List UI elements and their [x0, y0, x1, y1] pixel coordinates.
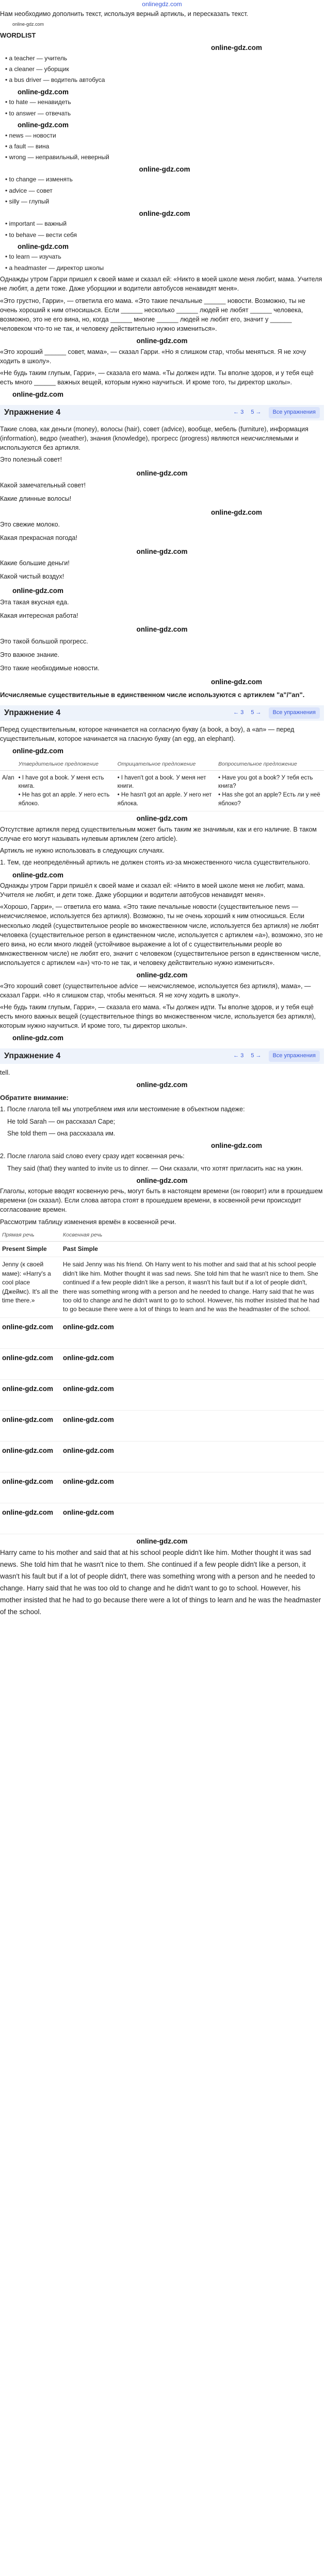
watermark: online-gdz.com — [139, 209, 190, 217]
watermark: online-gdz.com — [12, 747, 63, 755]
table-cell — [61, 1441, 324, 1472]
watermark: online-gdz.com — [136, 1081, 188, 1089]
all-exercises-button[interactable]: Все упражнения — [269, 407, 320, 418]
table-cell — [61, 1503, 324, 1534]
story1-p4: «Не будь таким глупым, Гарри», — сказала его мама. «Ты должен идти. Ты вполне здоров, и у тебя ещё есть много ______ важных вещей, которым нужно научиться. И кроме того, ты директор школы». — [0, 369, 314, 386]
table-row — [0, 770, 324, 811]
vocab-item: • silly — глупый — [5, 197, 324, 206]
exercise-title: Упражнение 4 — [4, 1052, 61, 1061]
answers-heading: Исчисляемые существительные в единственном числе используются с артиклем "a"/"an". — [0, 690, 305, 699]
next-exercise-number: 5 — [251, 1052, 254, 1059]
watermark: online-gdz.com — [136, 1537, 188, 1545]
table-cell-label: A/an — [0, 770, 17, 811]
next-exercise-button[interactable]: 5 → — [251, 1052, 262, 1059]
table-cell — [61, 1379, 324, 1410]
vocab-item: • a bus driver — водитель автобуса — [5, 76, 324, 84]
vocab-title: WORDLIST — [0, 31, 36, 40]
reported-p2: 2. После глагола said слово every сразу идет косвенная речь: — [0, 1153, 185, 1160]
table-cell — [61, 1472, 324, 1503]
answer-item: Эта такая вкусная еда. — [0, 599, 69, 606]
table-header: Утвердительное предложение — [17, 758, 116, 771]
table-cell — [0, 1379, 61, 1410]
table-cell — [0, 1410, 61, 1441]
story2-p2: «Хорошо, Гарри», — ответила его мама. «Это такие печальные новости (существительное news — неисчисляемое, используется без артикля). Возможно, ты не очень хороший к ним относишься. Если несколько людей (существительное people во множественном числе, используется без артикля) не любят человека (существительное person в единственном числе, используется с артиклем «a»), возможно, это не его вина, но если много людей (устойчивое выражение a lot of с существительными people во множественном числе) не любят его, значит с человеком (существительное person в единственном числе, используется с артиклем «a») что-то не так, и человеку действительно нужно измениться». — [0, 903, 323, 967]
vocab-item: • to change — изменять — [5, 175, 324, 184]
all-exercises-button[interactable]: Все упражнения — [269, 707, 320, 719]
vocab-item: • a cleaner — уборщик — [5, 65, 324, 74]
watermark: online-gdz.com — [2, 1446, 53, 1454]
table-cell — [0, 1441, 61, 1472]
reported-label: tell. — [0, 1069, 10, 1076]
watermark: online-gdz.com — [136, 971, 188, 979]
answer-item: Какая интересная работа! — [0, 612, 78, 620]
answer-item: Это важное знание. — [0, 651, 59, 659]
vocab-item: • advice — совет — [5, 187, 324, 195]
watermark: online-gdz.com — [18, 88, 69, 96]
table-cell — [0, 1472, 61, 1503]
table-cell — [17, 770, 116, 811]
story2-p4: «Не будь таким глупым, Гарри», — сказала его мама. «Ты должен идти. Ты вполне здоров, и у тебя ещё есть много важных вещей (существительное things во множественном числе, используется без артикля), которым нужно научиться. И кроме того, ты директор школы». — [0, 1004, 316, 1030]
watermark: online-gdz.com — [18, 121, 69, 129]
watermark: online-gdz.com — [62, 1323, 114, 1331]
exercise-nav-bar — [0, 1048, 324, 1064]
watermark: online-gdz.com — [2, 1477, 53, 1485]
exercise-nav — [233, 707, 320, 719]
vocab-item: • a headmaster — директор школы — [5, 264, 324, 273]
exercise-title: Упражнение 4 — [4, 708, 61, 718]
exercise-title: Упражнение 4 — [4, 408, 61, 417]
watermark: online-gdz.com — [12, 391, 63, 399]
answer-item: Это такой большой прогресс. — [0, 637, 88, 645]
watermark: online-gdz.com — [62, 1446, 114, 1454]
table-header: Прямая речь — [0, 1229, 61, 1242]
table-cell: Past Simple — [61, 1241, 324, 1257]
table-row — [0, 1241, 324, 1257]
table-cell — [61, 1410, 324, 1441]
watermark: online-gdz.com — [136, 337, 188, 345]
table-cell: Present Simple — [0, 1241, 61, 1257]
table-header: Отрицательное предложение — [116, 758, 216, 771]
answer-item: Какой замечательный совет! — [0, 481, 86, 489]
watermark: online-gdz.com — [2, 1508, 53, 1516]
story1-p2: «Это грустно, Гарри», — ответила его мама. «Это такие печальные ______ новости. Возможно, ты не очень хороший к ним относишься. Если ______ несколько ______ людей не любят ______ человека, возможно, это не его вина, но, когда ______ многие ______ людей не любят его, значит у ______ человеком что-то не так, и человеку действительно нужно измениться». — [0, 297, 305, 332]
reported-heading: Обратите внимание: — [0, 1093, 69, 1101]
table-row — [0, 1410, 324, 1441]
intro-text: Нам необходимо дополнить текст, используя верный артикль, и пересказать текст. — [0, 10, 249, 18]
table-cell — [61, 1348, 324, 1379]
watermark: online-gdz.com — [211, 44, 262, 52]
next-exercise-number: 5 — [251, 409, 254, 415]
watermark: online-gdz.com — [2, 1384, 53, 1393]
watermark: online-gdz.com — [136, 547, 188, 555]
table-row — [0, 1503, 324, 1534]
table-cell — [61, 1317, 324, 1348]
watermark: online-gdz.com — [62, 1384, 114, 1393]
article-table — [0, 758, 324, 812]
watermark: online-gdz.com — [136, 815, 188, 823]
table-row — [0, 1441, 324, 1472]
answer-item: Какая прекрасная погода! — [0, 534, 77, 541]
prev-exercise-number: 3 — [240, 409, 244, 415]
table-row — [0, 1257, 324, 1317]
answers-intro: Такие слова, как деньги (money), волосы (hair), совет (advice), вообще, мебель (furniture), информация (information), ведро (weather), знания (knowledge), прогресс (progress) являются неисчисляемыми и используются без артикля. — [0, 425, 308, 451]
table-cell-item: • I haven't got a book. У меня нет книги. — [118, 774, 214, 791]
table-header — [0, 758, 17, 771]
next-exercise-button[interactable]: 5 → — [251, 409, 262, 415]
answer-item: Какой чистый воздух! — [0, 573, 64, 581]
watermark: online-gdz.com — [139, 165, 190, 173]
prev-exercise-button[interactable]: ← 3 — [233, 1052, 244, 1059]
reported-p3: Глаголы, которые вводят косвенную речь, могут быть в настоящем времени (он говорит) или в прошедшем времени (он сказал). Если слова автора стоят в прошедшем времени, в косвенной речи происходит согласование времен. — [0, 1188, 323, 1214]
watermark: online-gdz.com — [211, 678, 262, 686]
watermark: online-gdz.com — [136, 1176, 188, 1184]
exercise-nav — [233, 1050, 320, 1062]
vocab-item: • to behave — вести себя — [5, 231, 324, 240]
reported-b2: She told them — она рассказала им. — [7, 1129, 116, 1137]
prev-exercise-button[interactable]: ← 3 — [233, 709, 244, 716]
watermark: online-gdz.com — [2, 1353, 53, 1362]
table-cell — [0, 1348, 61, 1379]
story1-p1: Однажды утром Гарри пришел к своей маме и сказал ей: «Никто в моей школе меня любит, мама. Учителя не любят, а дети тоже. Даже уборщики и водители автобусов ненавидят меня». — [0, 276, 322, 293]
table-cell — [0, 1317, 61, 1348]
table-row — [0, 1379, 324, 1410]
vocab-item: • to hate — ненавидеть — [5, 98, 324, 107]
reported-b1: He told Sarah — он рассказал Саре; — [7, 1117, 116, 1125]
watermark: online-gdz.com — [2, 1323, 53, 1331]
tense-table — [0, 1229, 324, 1534]
notes-p1: Отсутствие артикля перед существительным может быть таким же значимым, как и его наличие. В таком случае его могут называть нулевым артиклем (zero article). — [0, 826, 317, 843]
prev-exercise-number: 3 — [240, 709, 244, 716]
prev-exercise-number: 3 — [240, 1052, 244, 1059]
table-header: Косвенная речь — [61, 1229, 324, 1242]
watermark: online-gdz.com — [18, 242, 69, 250]
watermark: online-gdz.com — [62, 1508, 114, 1516]
table-row — [0, 1348, 324, 1379]
table-cell — [0, 1503, 61, 1534]
table-header: Вопросительное предложение — [216, 758, 324, 771]
notes-p2: Артикль не нужно использовать в следующих случаях. — [0, 847, 165, 855]
watermark: online-gdz.com — [2, 1415, 53, 1423]
table-cell-item: • He has got an apple. У него есть яблоко. — [19, 791, 113, 808]
story2-p3: «Это хороший совет (существительное advice — неисчисляемое, используется без артикля), мама», — сказал Гарри. «Но я слишком стар, чтобы меняться. Я не хочу ходить в школу». — [0, 982, 311, 999]
answer-item: Это свежие молоко. — [0, 520, 60, 528]
watermark: online-gdz.com — [62, 1415, 114, 1423]
all-exercises-button[interactable]: Все упражнения — [269, 1050, 320, 1062]
exercise-nav — [233, 407, 320, 418]
table-cell-item: • I have got a book. У меня есть книга. — [19, 774, 113, 791]
next-exercise-number: 5 — [251, 709, 254, 716]
vocab-item: • wrong — неправильный, неверный — [5, 153, 324, 162]
final-summary: Harry came to his mother and said that at his school people didn't like him. Mother thought it was sad news. She told him that he wasn't nice to them. She continued if a few people didn't like a person, it wasn't his fault but if a lot of people didn't, there was something wrong with a person and he needed to change. Harry said that he was too old to change and he didn't want to go to school. However, his mother insisted that he had to go because there were a lot of things to learn and he was the headmaster of the school. — [0, 1549, 321, 1616]
watermark: online-gdz.com — [62, 1353, 114, 1362]
watermark: online-gdz.com — [136, 625, 188, 634]
exercise-nav-bar — [0, 705, 324, 721]
story1-p3: «Это хороший ______ совет, мама», — сказал Гарри. «Но я слишком стар, чтобы меняться. Я не хочу ходить в школу». — [0, 348, 306, 365]
watermark: online-gdz.com — [12, 22, 44, 27]
vocab-item: • news — новости — [5, 131, 324, 140]
story2-p1: Однажды утром Гарри пришёл к своей маме и сказал ей: «Никто в моей школе меня не любит, мама. Учителя не любят, и дети тоже. Даже уборщики и водители автобусов ненавидят меня». — [0, 882, 305, 899]
watermark: online-gdz.com — [62, 1477, 114, 1485]
notes-p3: 1. Тем, где неопределённый артикль не должен стоять из-за множественного числа существительного. — [0, 859, 311, 867]
answer-item: Это полезный совет! — [0, 456, 62, 463]
watermark: online-gdz.com — [211, 508, 262, 516]
vocab-list — [5, 54, 324, 273]
table-cell-item: • He hasn't got an apple. У него нет яблока. — [118, 791, 214, 808]
prev-exercise-button[interactable]: ← 3 — [233, 409, 244, 415]
watermark: online-gdz.com — [211, 1141, 262, 1149]
table-cell-item: • Have you got a book? У тебя есть книга? — [218, 774, 322, 791]
answer-item: Это такие необходимые новости. — [0, 665, 100, 672]
answer-item: Какие длинные волосы! — [0, 495, 72, 502]
vocab-item: • a teacher — учитель — [5, 54, 324, 63]
watermark: online-gdz.com — [12, 871, 63, 879]
vocab-item: • to answer — отвечать — [5, 109, 324, 118]
reported-p4: Рассмотрим таблицу изменения времён в косвенной речи. — [0, 1218, 176, 1226]
watermark: online-gdz.com — [12, 586, 63, 595]
article-rule-text: Перед существительным, которое начинается на согласную букву (a book, a boy), а «an» — перед существительным, которое начинается на гласную букву (an egg, an elephant). — [0, 725, 295, 742]
table-row — [0, 1317, 324, 1348]
table-row — [0, 1472, 324, 1503]
table-cell: Jenny (к своей маме): «Harry's a cool place (Джеймс). It's all the time there.» — [0, 1257, 61, 1317]
table-cell-item: • Has she got an apple? Есть ли у неё яблоко? — [218, 791, 322, 808]
reported-b3: They said (that) they wanted to invite us to dinner. — Они сказали, что хотят пригласить нас на ужин. — [7, 1164, 303, 1172]
vocab-item: • to learn — изучать — [5, 252, 324, 261]
site-header[interactable]: onlinegdz.com — [142, 1, 182, 8]
watermark: online-gdz.com — [136, 469, 188, 478]
answer-item: Какие большие деньги! — [0, 560, 70, 567]
vocab-item: • important — важный — [5, 219, 324, 228]
vocab-item: • a fault — вина — [5, 142, 324, 151]
table-cell: He said Jenny was his friend. Oh Harry went to his mother and said that at his school people didn't like him. Mother thought it was sad news. She told him that he wasn't nice to them. She continued if a few people didn't like a person, it wasn't his fault but if a lot of people didn't, there was something wrong with a person and he needed to change. Harry said that he was too old to change and he didn't want to go to school. However, his mother insisted that he had to go because there were a lot of things to learn and he was the headmaster of the school. — [61, 1257, 324, 1317]
table-cell — [116, 770, 216, 811]
watermark: online-gdz.com — [12, 1034, 63, 1042]
next-exercise-button[interactable]: 5 → — [251, 709, 262, 716]
reported-p1: 1. После глагола tell мы употребляем имя или местоимение в объектном падеже: — [0, 1106, 245, 1113]
table-cell — [216, 770, 324, 811]
exercise-nav-bar — [0, 405, 324, 420]
